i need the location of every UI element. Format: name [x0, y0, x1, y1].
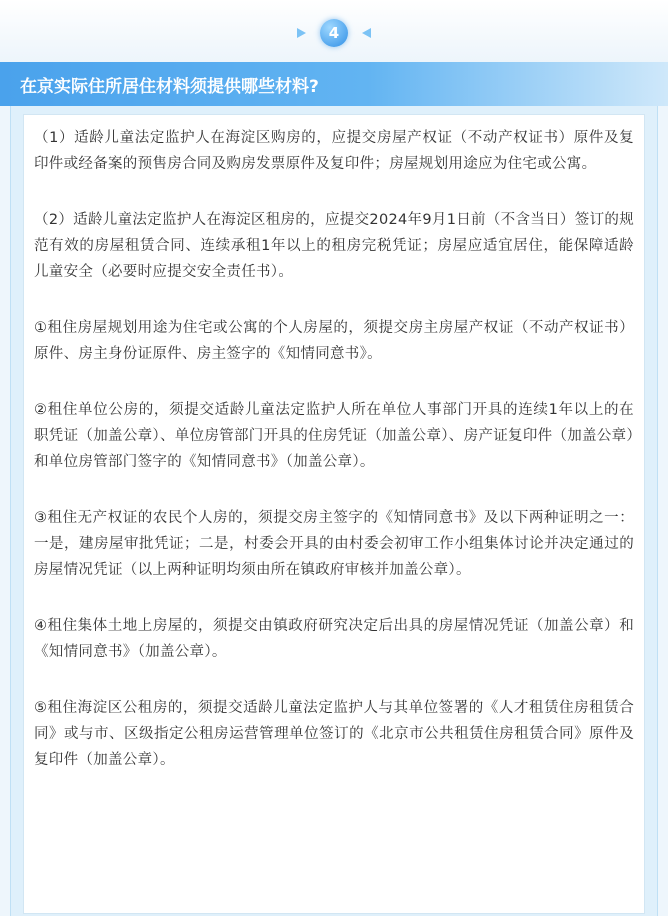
left-arrow-icon [297, 28, 306, 38]
top-decoration [0, 0, 668, 62]
section-title: 在京实际住所居住材料须提供哪些材料? [20, 76, 319, 97]
paragraph-purchase: （1）适龄儿童法定监护人在海淀区购房的，应提交房屋产权证（不动产权证书）原件及复印件或经备案的预售房合同及购房发票原件及复印件；房屋规划用途应为住宅或公寓。 [34, 130, 634, 172]
paragraph-rent-farmer-house: ③租住无产权证的农民个人房的，须提交房主签字的《知情同意书》及以下两种证明之一：一是，建房屋审批凭证；二是，村委会开具的由村委会初审工作小组集体讨论并决定通过的房屋情况凭证（以上两种证明均须由所在镇政府审核并加盖公章）。 [34, 510, 634, 578]
paragraph-rent-collective-land: ④租住集体土地上房屋的，须提交由镇政府研究决定后出具的房屋情况凭证（加盖公章）和《知情同意书》（加盖公章）。 [34, 618, 634, 660]
content-card [23, 114, 645, 914]
paragraph-rent-public-housing: ⑤租住海淀区公租房的，须提交适龄儿童法定监护人与其单位签署的《人才租赁住房租赁合同》或与市、区级指定公租房运营管理单位签订的《北京市公共租赁住房租赁合同》原件及复印件（加盖公章）。 [34, 700, 634, 768]
section-header [0, 62, 668, 106]
right-arrow-icon [362, 28, 371, 38]
paragraph-rent-unit-housing: ②租住单位公房的，须提交适龄儿童法定监护人所在单位人事部门开具的连续1年以上的在职凭证（加盖公章）、单位房管部门开具的住房凭证（加盖公章）、房产证复印件（加盖公章）和单位房管部门签字的《知情同意书》（加盖公章）。 [34, 402, 634, 470]
section-number-badge: 4 [320, 19, 348, 47]
paragraph-rent-residential: ①租住房屋规划用途为住宅或公寓的个人房屋的，须提交房主房屋产权证（不动产权证书）原件、房主身份证原件、房主签字的《知情同意书》。 [34, 320, 634, 362]
paragraph-rent: （2）适龄儿童法定监护人在海淀区租房的，应提交2024年9月1日前（不含当日）签订的规范有效的房屋租赁合同、连续承租1年以上的租房完税凭证；房屋应适宜居住，能保障适龄儿童安全（必要时应提交安全责任书）。 [34, 212, 634, 280]
section-badge-group [0, 18, 668, 48]
